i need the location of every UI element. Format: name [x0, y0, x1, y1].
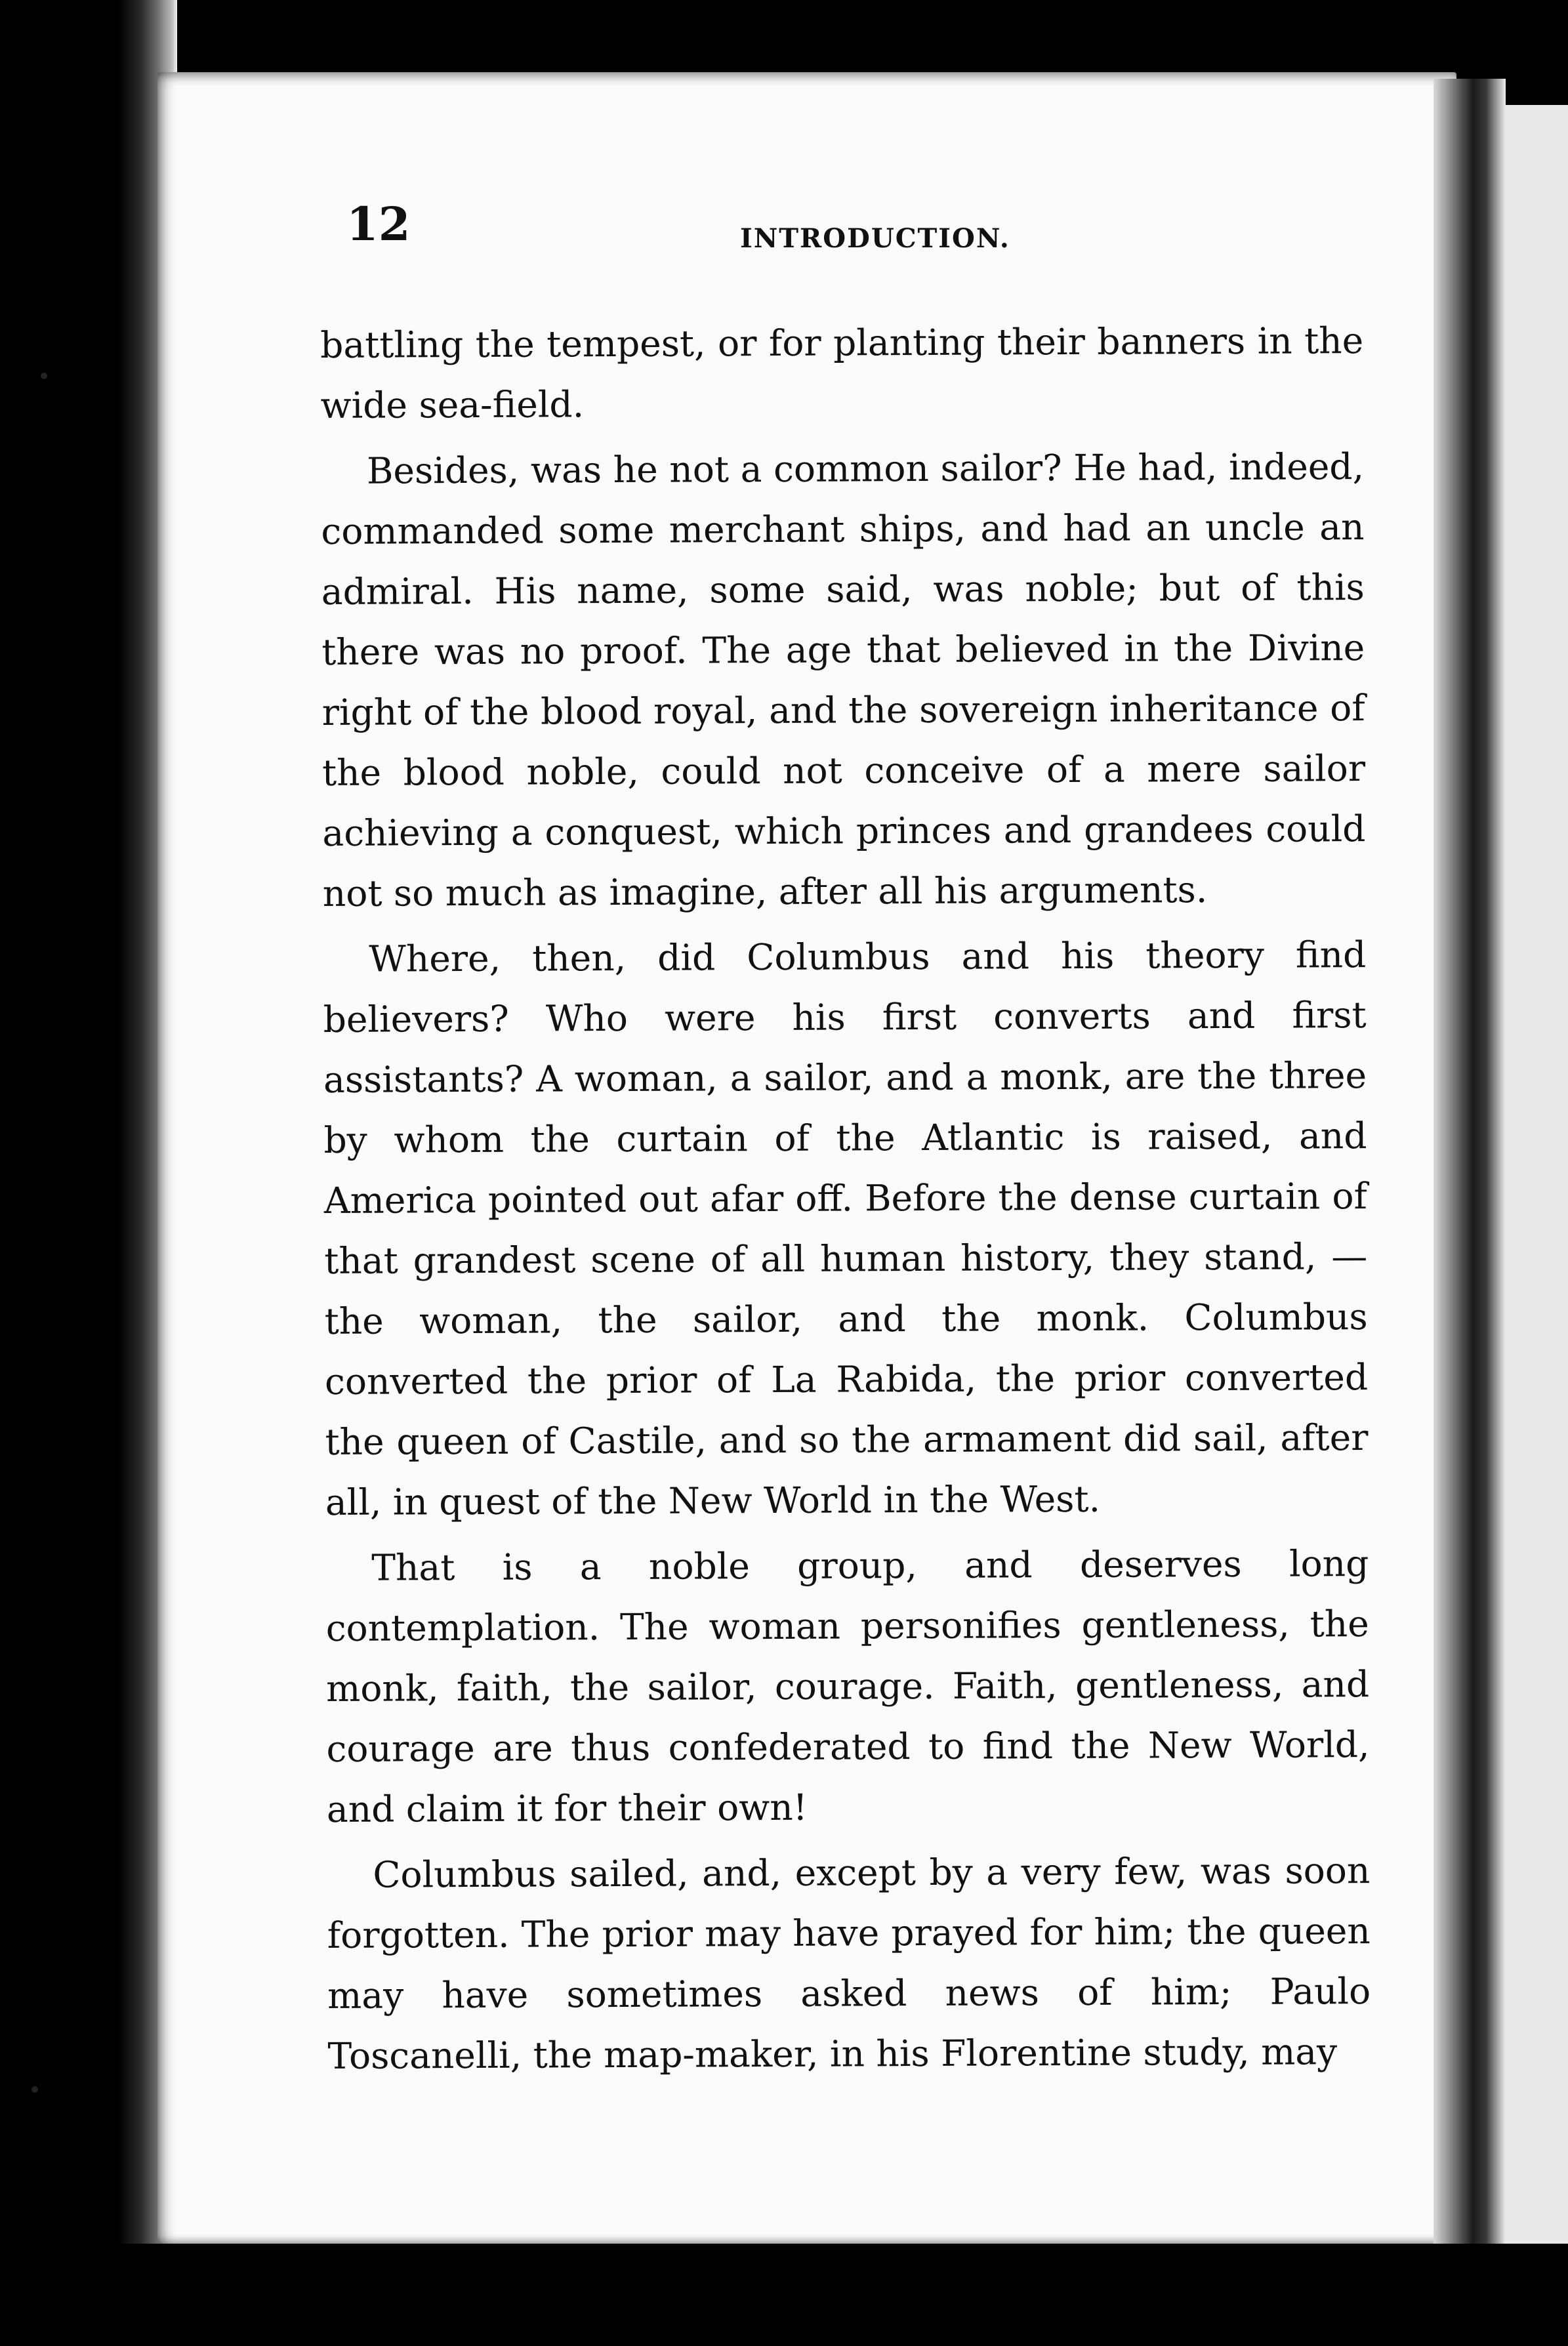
- book-gutter-right: [1434, 79, 1506, 2244]
- paragraph-continuation: battling the tempest, or for planting their banners in the wide sea-field.: [320, 319, 1364, 426]
- scan-speck: [31, 2086, 38, 2093]
- book-binding-left: [0, 0, 177, 2346]
- page-number: 12: [346, 197, 411, 251]
- scan-bottom-edge: [0, 2244, 1568, 2346]
- paragraph: Besides, was he not a common sailor? He had, indeed, commanded some merchant ships, and had an uncle an admiral. His name, some said, was noble; but of this there was no proof. The age that believed in the Divine right of the blood royal, and the sovereign inheritance of the blood noble, could not conceive of a mere sailor achieving a conquest, which princes and grandees could not so much as imagine, after all his arguments.: [321, 445, 1366, 915]
- scan-speck: [41, 373, 47, 379]
- paragraph: That is a noble group, and deserves long contemplation. The woman personifies gentleness, the monk, faith, the sailor, courage. Faith, gentleness, and courage are thus confederated to find the New World, and claim it for their own!: [325, 1542, 1370, 1830]
- paragraph: Where, then, did Columbus and his theory find believers? Who were his first converts and first assistants? A woman, a sailor, and a monk, are the three by whom the curtain of the Atlantic is raised, and America pointed out afar off. Before the dense curtain of that grandest scene of all human history, they stand, — the woman, the sailor, and the monk. Columbus converted the prior of La Rabida, the prior converted the queen of Castile, and so the armament did sail, after all, in quest of the New World in the West.: [323, 934, 1369, 1523]
- body-text: [320, 310, 1371, 2091]
- section-title: INTRODUCTION.: [740, 223, 1010, 254]
- running-head: [346, 197, 1370, 262]
- paragraph: Columbus sailed, and, except by a very few, was soon forgotten. The prior may have prayed for him; the queen may have sometimes asked news of him; Paulo Toscanelli, the map-maker, in his Florentine study, may: [327, 1849, 1371, 2077]
- next-page-edge: [1502, 105, 1568, 2257]
